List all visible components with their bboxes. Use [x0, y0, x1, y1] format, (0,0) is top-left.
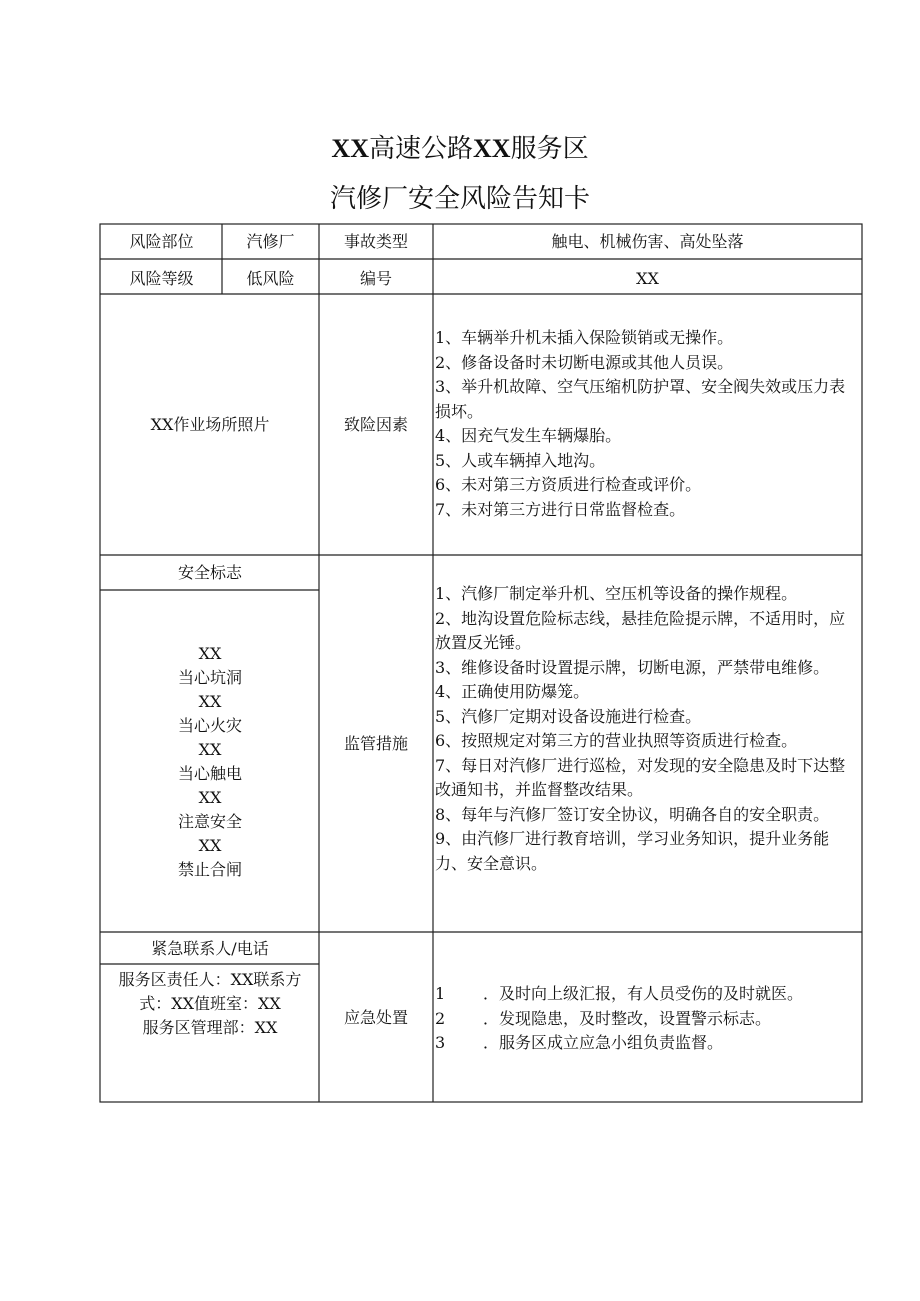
value-accident-type: 触电、机械伤害、高处坠落 [551, 232, 744, 251]
item-number: 1 [435, 984, 446, 1003]
emergency-contact-details [101, 966, 319, 1042]
measures-list [433, 582, 862, 876]
list-item [435, 982, 859, 1007]
value-risk-level: 低风险 [246, 269, 295, 288]
list-item: 5、汽修厂定期对设备设施进行检查。 [435, 706, 702, 726]
safety-signs-list [101, 591, 319, 932]
item-text: ．发现隐患，及时整改，设置警示标志。 [483, 1008, 772, 1028]
item-text: ．及时向上级汇报，有人员受伤的及时就医。 [483, 984, 804, 1003]
list-item: 5、人或车辆掉入地沟。 [435, 450, 606, 470]
label-number: 编号 [359, 269, 392, 288]
list-item: 1、车辆举升机未插入保险锁销或无操作。 [435, 328, 734, 347]
label-risk-location: 风险部位 [129, 232, 194, 251]
list-item: 7、未对第三方进行日常监督检查。 [435, 499, 686, 519]
title-part-4: 服务区 [510, 134, 589, 164]
list-item: 4、因充气发生车辆爆胎。 [435, 426, 622, 445]
sign-image-placeholder: XX [198, 787, 222, 807]
emergency-response-list [433, 982, 862, 1056]
title-part-1: XX [331, 134, 369, 163]
label-emergency-response: 应急处置 [343, 1007, 408, 1027]
risk-factors-list [433, 326, 862, 522]
safety-signs-header: 安全标志 [177, 563, 242, 582]
label-accident-type: 事故类型 [343, 232, 408, 251]
title-part-2: 高速公路 [368, 134, 473, 164]
sign-label: 禁止合闸 [177, 859, 242, 879]
list-item: 8、每年与汽修厂签订安全协议，明确各自的安全职责。 [435, 804, 830, 824]
contact-line: 式：XX值班室：XX [139, 994, 281, 1013]
value-number: XX [636, 269, 659, 288]
list-item: 6、按照规定对第三方的营业执照等资质进行检查。 [435, 731, 798, 750]
sign-image-placeholder: XX [198, 739, 222, 759]
title-part-3: XX [473, 134, 511, 163]
list-item: 1、汽修厂制定举升机、空压机等设备的操作规程。 [435, 584, 798, 603]
list-item: 4、正确使用防爆笼。 [435, 682, 590, 701]
list-item: 7、每日对汽修厂进行巡检，对发现的安全隐患及时下达整改通知书，并监督整改结果。 [435, 755, 846, 799]
list-item: 2、修备设备时未切断电源或其他人员误。 [435, 352, 734, 372]
document-subtitle: 汽修厂安全风险告知卡 [329, 184, 590, 214]
list-item [435, 1007, 859, 1032]
sign-label: 当心坑洞 [177, 667, 242, 687]
label-risk-level: 风险等级 [129, 269, 194, 288]
photo-placeholder: XX作业场所照片 [150, 415, 270, 434]
contact-line: 服务区管理部：XX [142, 1018, 278, 1037]
list-item: 3、维修设备时设置提示牌，切断电源，严禁带电维修。 [435, 657, 830, 677]
sign-label: 当心触电 [177, 763, 242, 783]
item-number: 2 [435, 1008, 446, 1028]
sign-label: 注意安全 [177, 811, 242, 831]
sign-image-placeholder: XX [198, 835, 222, 855]
label-measures: 监管措施 [343, 734, 408, 753]
list-item: 6、未对第三方资质进行检查或评价。 [435, 475, 702, 494]
list-item: 9、由汽修厂进行教育培训，学习业务知识，提升业务能力、安全意识。 [435, 829, 830, 873]
list-item: 2、地沟设置危险标志线，悬挂危险提示牌，不适用时，应放置反光锤。 [435, 608, 846, 652]
emergency-contact-header: 紧急联系人/电话 [151, 938, 269, 958]
list-item: 3、举升机故障、空气压缩机防护罩、安全阀失效或压力表损坏。 [435, 377, 846, 421]
label-risk-factors: 致险因素 [343, 415, 408, 434]
item-text: ．服务区成立应急小组负责监督。 [483, 1033, 724, 1052]
contact-line: 服务区责任人：XX联系方 [118, 970, 302, 989]
item-number: 3 [435, 1033, 446, 1052]
sign-image-placeholder: XX [198, 691, 222, 711]
list-item [435, 1031, 859, 1056]
sign-label: 当心火灾 [177, 715, 242, 735]
value-risk-location: 汽修厂 [246, 232, 295, 251]
document-title [0, 133, 920, 165]
sign-image-placeholder: XX [198, 643, 222, 663]
